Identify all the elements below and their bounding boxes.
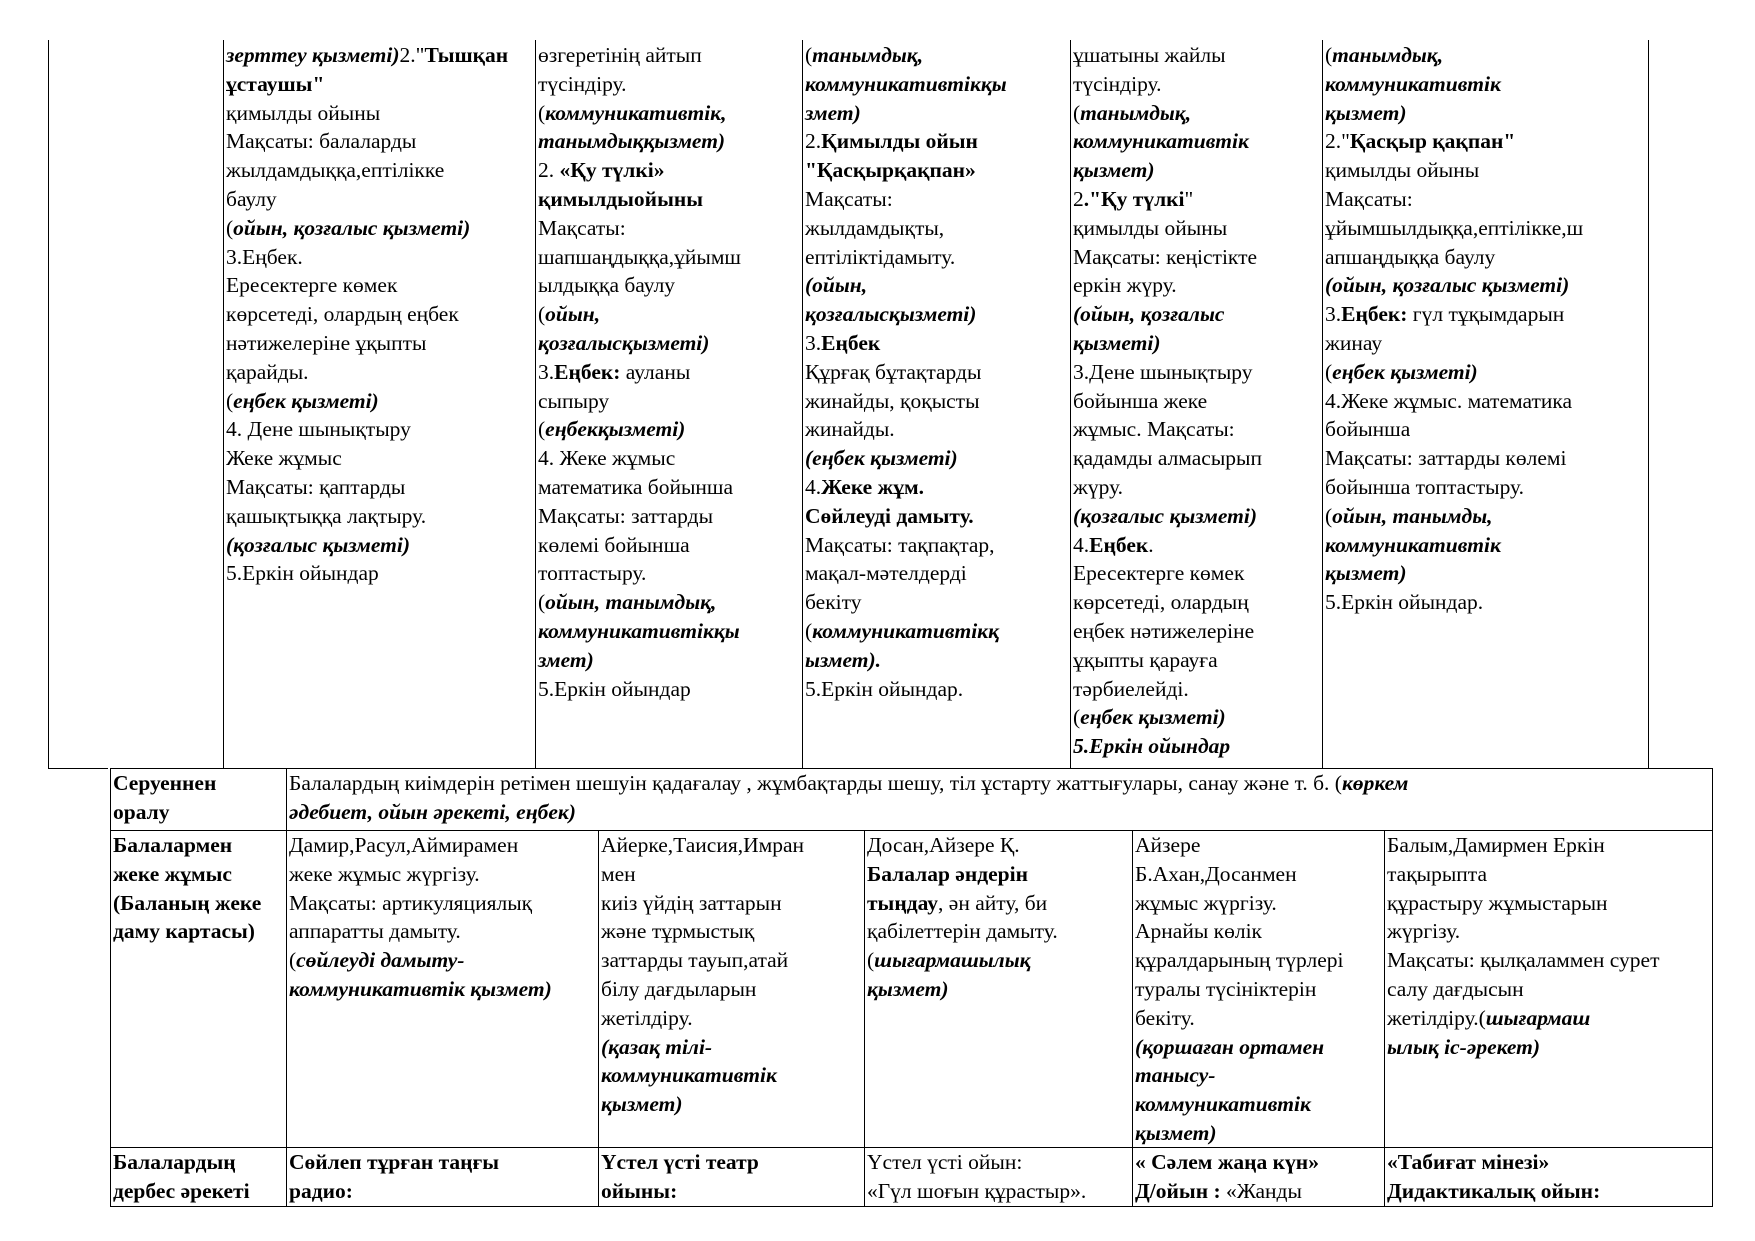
text-run: Қимылды ойын "Қасқырқақпан»: [805, 129, 978, 183]
text-run: ойын, қозғалысқызметі): [538, 302, 710, 355]
independent-activity-cell-4: [1132, 1147, 1384, 1206]
text-run: Еңбек: [1089, 532, 1149, 557]
text-run: еңбекқызметі): [545, 417, 686, 442]
row-label-individual-work: Балалармен жеке жұмыс (Баланың жеке даму картасы): [113, 833, 262, 944]
text-run: 5.Еркін ойындар: [226, 561, 379, 586]
text-run: (қозғалыс қызметі): [1073, 503, 1257, 528]
upper-right-border: [1648, 40, 1649, 769]
lower-bottom-border: [110, 1206, 1713, 1207]
text-run: Қасқыр қақпан": [1349, 129, 1516, 154]
text-run: Айерке,Таисия,Имран мен киіз үйдің заттарын және тұрмыстық заттарды тауып,атай білу дағдыларын жетілдіру.: [601, 833, 805, 1030]
individual-work-cell-2: [598, 830, 864, 1119]
text-run: (қозғалыс қызметі): [226, 532, 410, 557]
text-run: ойын, қозғалыс қызметі): [233, 215, 471, 240]
text-run: 2.: [805, 129, 822, 154]
text-run: сөйлеуді дамыту- коммуникативтік қызмет): [289, 948, 552, 1001]
text-run: Еңбек:: [1341, 302, 1408, 327]
upper-left-border: [48, 40, 49, 769]
independent-activity-cell-3: [864, 1147, 1132, 1206]
text-run: (еңбек қызметі): [805, 446, 958, 471]
text-run: Жеке жұм. Сөйлеуді дамыту.: [805, 474, 974, 528]
individual-work-cell-5: [1384, 830, 1712, 1061]
text-run: 2: [1073, 186, 1084, 211]
text-run: 2.": [1325, 129, 1350, 154]
text-run: 4. Жеке жұмыс математика бойынша Мақсаты: заттарды көлемі бойынша топтастыру. (: [538, 446, 734, 615]
individual-work-cell-3: [864, 830, 1132, 1004]
text-run: өзгеретінің айтып түсіндіру. (: [538, 43, 702, 125]
text-run: Айзере Б.Ахан,Досанмен жұмыс жүргізу. Арнайы көлік құралдарының түрлері туралы түсініктерін бекіту.: [1135, 833, 1344, 1030]
text-run: 5.Еркін ойындар.: [805, 676, 964, 701]
text-run: 4.: [805, 474, 822, 499]
text-run: " қимылды ойыны Мақсаты: кеңістікте еркін жүру.: [1073, 186, 1258, 298]
row-label-independent-activity: Балалардың дербес әрекеті: [113, 1150, 250, 1203]
text-run: қимылды ойыны Мақсаты: балаларды жылдамдыққа,ептілікке баулу (: [226, 100, 445, 240]
independent-activity-cell-5: [1384, 1147, 1712, 1206]
text-run: , ән айту, би қабілеттерін дамыту. (: [867, 890, 1058, 973]
text-run: Балалар әндерін тыңдау: [867, 861, 1028, 915]
text-run: көркем әдебиет, ойын әрекеті, еңбек): [289, 771, 1409, 824]
text-run: ."Қу түлкі: [1083, 186, 1185, 211]
text-run: Дамир,Расул,Аймирамен жеке жұмыс жүргізу. Мақсаты: артикуляциялық аппаратты дамыту. (: [289, 833, 533, 973]
text-run: Мақсаты: шапшаңдыққа,ұйымш ылдыққа баулу (: [538, 215, 741, 327]
text-run: танымдық, коммуникативтікқы змет): [805, 43, 1007, 125]
text-run: «Жанды: [1226, 1178, 1302, 1203]
text-run: (ойын, қозғалыс қызметі): [1073, 302, 1225, 355]
text-run: «Қу түлкі» қимылдыойыны: [538, 158, 704, 211]
text-run: (ойын, қозғалыс қызметі): [1325, 273, 1570, 298]
text-run: 3.Дене шынықтыру бойынша жеке жұмыс. Мақсаты: қадамды алмасырып жүру.: [1073, 359, 1262, 499]
text-run: Мақсаты: жылдамдықты, ептіліктідамыту.: [805, 186, 956, 269]
text-run: (ойын, қозғалысқызметі): [805, 273, 977, 327]
text-run: 4. Дене шынықтыру Жеке жұмыс Мақсаты: қаптарды қашықтыққа лақтыру.: [226, 417, 427, 528]
text-run: Балалардың киімдерін ретімен шешуін қадағалау , жұмбақтарды шешу, тіл ұстарту жаттығулары, санау және т. б. (: [289, 771, 1342, 795]
upper-cell-col4: [1070, 40, 1322, 761]
text-run: 4.Жеке жұмыс. математика бойынша Мақсаты: заттарды көлемі бойынша топтастыру. (: [1325, 388, 1573, 528]
independent-activity-cell-2: [598, 1147, 864, 1206]
upper-cell-col2: [535, 40, 802, 703]
text-run: (: [1325, 43, 1333, 67]
text-run: 5.Еркін ойындар: [538, 676, 691, 701]
text-run: Тышқан ұстаушы": [226, 43, 509, 96]
text-run: 3.: [805, 330, 822, 355]
text-run: танымдық, коммуникативтік қызмет): [1325, 43, 1501, 125]
text-run: 4.: [1073, 532, 1090, 557]
text-run: ауланы сыпыру (: [538, 359, 691, 442]
text-run: Үстел үсті театр ойыны:: [601, 1150, 759, 1203]
text-run: Құрғақ бұтақтарды жинайды, қоқысты жинайды.: [805, 359, 982, 442]
text-run: ұшатыны жайлы түсіндіру. (: [1073, 43, 1226, 125]
text-run: (қоршаған ортамен танысу- коммуникативтік қызмет): [1135, 1034, 1325, 1145]
independent-activity-cell-1: [286, 1147, 598, 1206]
individual-work-cell-1: [286, 830, 598, 1004]
text-run: 5.Еркін ойындар.: [1325, 590, 1484, 615]
text-run: танымдық, коммуникативтік қызмет): [1073, 100, 1249, 183]
text-run: Еңбек: [821, 330, 881, 355]
text-run: шығармаш ылық іс-әрекет): [1387, 1005, 1591, 1059]
text-run: зерттеу қызметі): [226, 43, 400, 67]
text-run: ойын, танымдық, коммуникативтікқы змет): [538, 590, 740, 672]
text-run: Үстел үсті ойын: «Гүл шоғын құрастыр».: [867, 1150, 1087, 1203]
text-run: (: [805, 43, 813, 67]
row-label-return-from-walk: Серуеннен оралу: [113, 771, 217, 824]
text-run: Досан,Айзере Қ.: [867, 833, 1020, 857]
text-run: « Сәлем жаңа күн» Д/ойын :: [1135, 1150, 1319, 1203]
text-run: қимылды ойыны Мақсаты: ұйымшылдыққа,ептілікке,ш апшаңдыққа баулу: [1325, 158, 1584, 269]
text-run: 3.: [1325, 302, 1342, 327]
text-run: коммуникативтікқ ызмет).: [805, 618, 999, 672]
text-run: еңбек қызметі) 5.Еркін ойындар: [1073, 705, 1231, 759]
upper-cell-col1: [223, 40, 535, 588]
return-from-walk-content: [286, 768, 1712, 827]
text-run: 2.": [399, 43, 425, 67]
text-run: Еңбек:: [554, 359, 621, 384]
text-run: ойын, танымды, коммуникативтік қызмет): [1325, 503, 1501, 586]
text-run: 3.: [538, 359, 555, 384]
text-run: коммуникативтік, танымдыққызмет): [538, 100, 727, 154]
upper-cell-col5: [1322, 40, 1648, 617]
text-run: (қазақ тілі- коммуникативтік қызмет): [601, 1034, 777, 1117]
text-run: . Ересектерге көмек көрсетеді, олардың еңбек нәтижелеріне ұқыпты қарауға тәрбиелейді. (: [1073, 532, 1255, 730]
lower-right-border: [1712, 768, 1713, 1206]
text-run: Балым,Дамирмен Еркін тақырыпта құрастыру жұмыстарын жүргізу. Мақсаты: қылқаламмен сурет салу дағдысын жетілдіру.(: [1387, 833, 1660, 1030]
upper-cell-col3: [802, 40, 1070, 703]
text-run: шығармашылық қызмет): [867, 948, 1031, 1001]
text-run: еңбек қызметі): [1332, 359, 1478, 384]
text-run: еңбек қызметі): [233, 388, 379, 413]
text-run: «Табиғат мінезі» Дидактикалық ойын:: [1387, 1150, 1601, 1203]
text-run: Мақсаты: тақпақтар, мақал-мәтелдерді бекіту (: [805, 532, 995, 643]
individual-work-cell-4: [1132, 830, 1384, 1148]
text-run: 2.: [538, 158, 555, 183]
upper-bottom-border: [48, 768, 108, 769]
text-run: 3.Еңбек. Ересектерге көмек көрсетеді, олардың еңбек нәтижелеріне ұқыпты қарайды. (: [226, 244, 459, 413]
text-run: Сөйлеп тұрған таңғы радио:: [289, 1150, 500, 1203]
text-run: гүл тұқымдарын жинау (: [1325, 302, 1565, 384]
